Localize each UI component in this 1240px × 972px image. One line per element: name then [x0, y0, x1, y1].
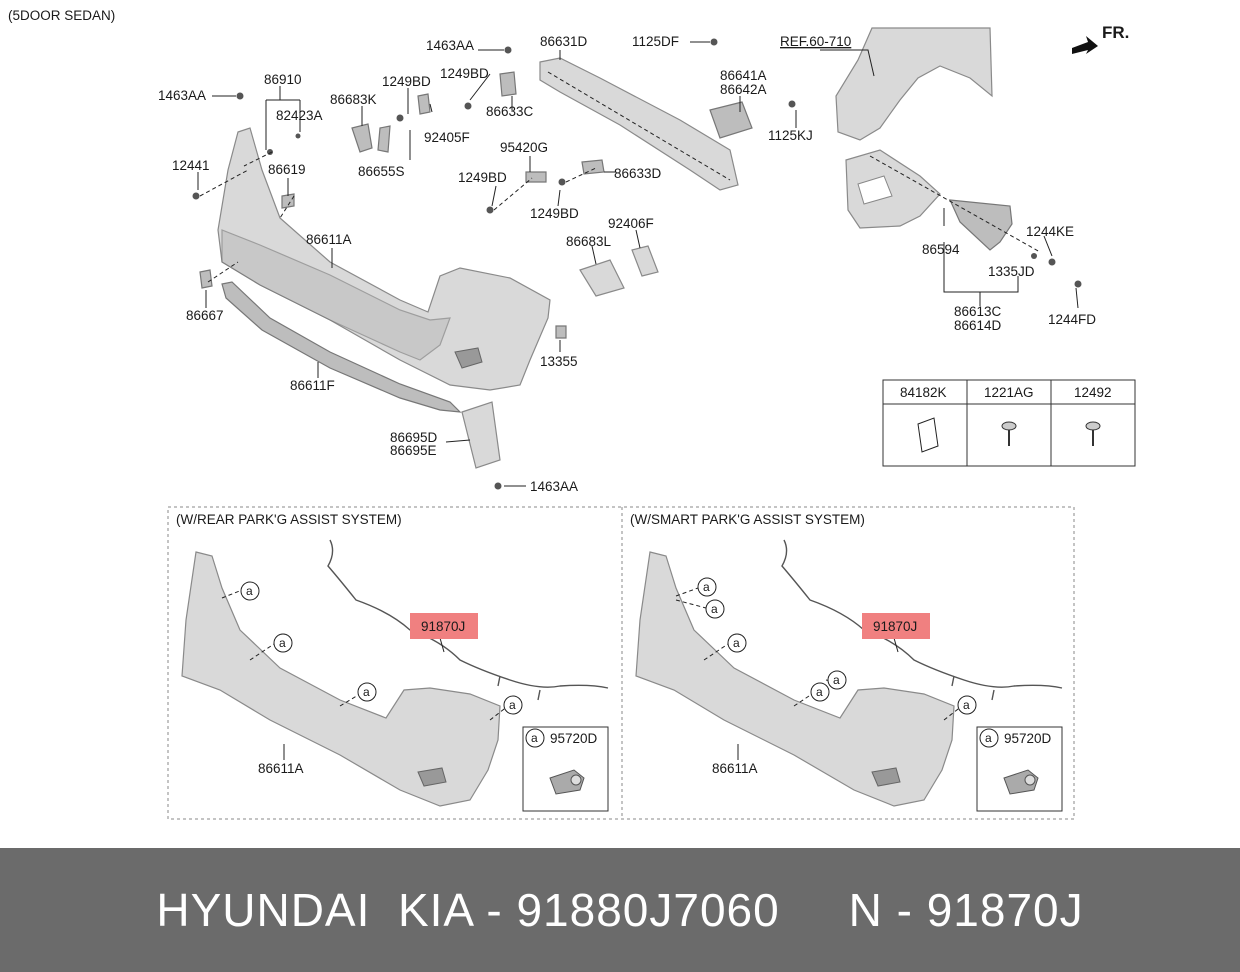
front-arrow-icon — [1072, 36, 1098, 54]
label-1335JD: 1335JD — [988, 264, 1035, 279]
label-86641A: 86641A — [720, 68, 767, 83]
label-1463AA-bottom: 1463AA — [530, 479, 579, 494]
variant-label: (5DOOR SEDAN) — [8, 8, 116, 23]
label-1244FD: 1244FD — [1048, 312, 1097, 327]
patch-icon — [918, 418, 938, 452]
label-86611F: 86611F — [290, 378, 335, 393]
label-12441: 12441 — [172, 158, 210, 173]
label-1244KE: 1244KE — [1026, 224, 1075, 239]
ref-a: a — [509, 698, 516, 712]
label-86614D: 86614D — [954, 318, 1002, 333]
label-86695E: 86695E — [390, 443, 437, 458]
ref-a: a — [733, 636, 740, 650]
sensor-box-ref: a — [531, 731, 538, 745]
label-1125DF: 1125DF — [632, 34, 680, 49]
label-1249BD-low: 1249BD — [530, 206, 579, 221]
part-number-text: HYUNDAI KIA - 91880J7060 N - 91870J — [156, 884, 1084, 936]
ref-a: a — [963, 698, 970, 712]
label-86613C: 86613C — [954, 304, 1002, 319]
label-86910: 86910 — [264, 72, 302, 87]
label-13355: 13355 — [540, 354, 578, 369]
panel-2-title: (W/SMART PARK'G ASSIST SYSTEM) — [630, 512, 865, 527]
label-1249BD-mid: 1249BD — [458, 170, 507, 185]
body-reference-section — [820, 28, 1040, 252]
label-86642A: 86642A — [720, 82, 767, 97]
label-86683K: 86683K — [330, 92, 377, 107]
label-1249BD: 1249BD — [382, 74, 431, 89]
label-1463AA: 1463AA — [158, 88, 207, 103]
bumper-mounting-bracket — [710, 102, 752, 138]
label-86631D: 86631D — [540, 34, 588, 49]
table-header-3: 12492 — [1074, 385, 1112, 400]
table-header-2: 1221AG — [984, 385, 1034, 400]
ref-a: a — [703, 580, 710, 594]
label-86695D: 86695D — [390, 430, 438, 445]
label-1463AA-top: 1463AA — [426, 38, 475, 53]
ref-a: a — [246, 584, 253, 598]
label-1125KJ: 1125KJ — [768, 128, 813, 143]
sensor-part-number: 95720D — [1004, 731, 1052, 746]
label-95420G: 95420G — [500, 140, 549, 155]
panel-1-highlight: 91870J — [421, 619, 466, 634]
label-86683L: 86683L — [566, 234, 612, 249]
label-86611A: 86611A — [306, 232, 352, 247]
panel-1-bumper-label: 86611A — [258, 761, 304, 776]
panel-smart-assist — [630, 512, 1062, 811]
bumper-side-bracket — [462, 402, 500, 468]
label-86594: 86594 — [922, 242, 960, 257]
ref-a: a — [363, 685, 370, 699]
reference-label: REF.60-710 — [780, 34, 852, 49]
ref-a: a — [711, 602, 718, 616]
label-1249BD-top: 1249BD — [440, 66, 489, 81]
panel-rear-assist — [176, 512, 608, 811]
sensor-part-number: 95720D — [550, 731, 598, 746]
panel-2-highlight: 91870J — [873, 619, 918, 634]
label-86667: 86667 — [186, 308, 224, 323]
label-82423A: 82423A — [276, 108, 323, 123]
label-86655S: 86655S — [358, 164, 405, 179]
ref-a: a — [816, 685, 823, 699]
front-direction-label: FR. — [1102, 23, 1130, 42]
label-86633D: 86633D — [614, 166, 662, 181]
part-number-banner — [0, 848, 1240, 972]
label-92406F: 92406F — [608, 216, 654, 231]
label-86633C: 86633C — [486, 104, 534, 119]
panel-1-title: (W/REAR PARK'G ASSIST SYSTEM) — [176, 512, 402, 527]
ref-a: a — [833, 673, 840, 687]
sensor-box-ref: a — [985, 731, 992, 745]
table-header-1: 84182K — [900, 385, 947, 400]
label-86619: 86619 — [268, 162, 306, 177]
label-92405F: 92405F — [424, 130, 470, 145]
ref-a: a — [279, 636, 286, 650]
panel-2-bumper-label: 86611A — [712, 761, 758, 776]
